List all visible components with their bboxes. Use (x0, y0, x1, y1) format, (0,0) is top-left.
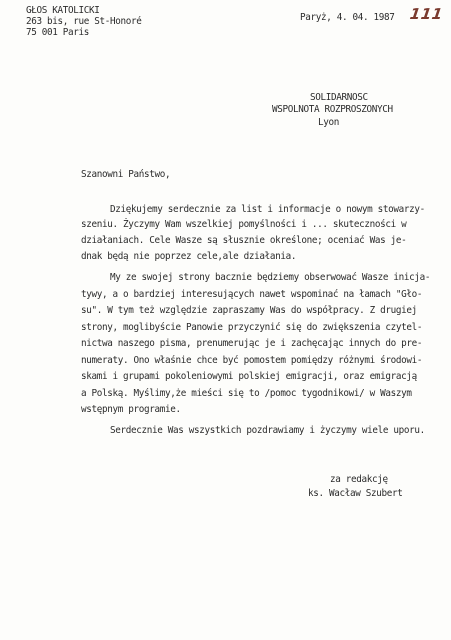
paragraph-line: strony, moglibyście Panowie przyczynić się do zwiększenia czytel- (81, 322, 423, 333)
sender-address: 263 bis, rue St-Honoré (26, 16, 142, 27)
paragraph-line: szeniu. Życzymy Wam wszelkiej pomyślności i ... skuteczności w (81, 219, 407, 230)
paragraph-line: Dziękujemy serdecznie za list i informacje o nowym stowarzy- (110, 204, 425, 215)
paragraph-line: dnak będą nie poprzez cele,ale działania. (81, 251, 297, 262)
paragraph-line: skami i grupami pokoleniowymi polskiej emigracji, oraz emigracją (81, 371, 417, 382)
recipient-name: SOLIDARNOSC (310, 92, 368, 103)
paragraph-line: su". W tym też względzie zapraszamy Was do współpracy. Z drugiej (81, 305, 417, 316)
signature-name: ks. Wacław Szubert (308, 488, 403, 499)
paragraph-line: Serdecznie Was wszystkich pozdrawiamy i życzymy wiele uporu. (110, 425, 425, 436)
sender-name: GŁOS KATOLICKI (26, 5, 100, 16)
recipient-city: Lyon (318, 117, 339, 128)
sender-city: 75 001 Paris (26, 27, 89, 38)
paragraph-line: numeraty. Ono właśnie chce być pomostem pomiędzy różnymi środowi- (81, 355, 423, 366)
paragraph-line: a Polską. Myślimy,że mieści się to /pomoc tygodnikowi/ w Waszym (81, 388, 412, 399)
paragraph-line: nictwa naszego pisma, prenumerując je i zachęcając innych do pre- (81, 338, 423, 349)
paragraph-line: My ze swojej strony bacznie będziemy obserwować Wasze inicja- (110, 272, 431, 283)
greeting: Szanowni Państwo, (81, 169, 171, 180)
closing-line: za redakcję (330, 474, 388, 485)
paragraph-line: wstępnym programie. (81, 404, 181, 415)
paragraph-line: działaniach. Cele Wasze są słusznie określone; oceniać Was je- (81, 235, 407, 246)
page-number: 111 (408, 5, 445, 23)
letter-date: Paryż, 4. 04. 1987 (300, 12, 395, 23)
recipient-org: WSPOLNOTA ROZPROSZONYCH (272, 104, 393, 115)
paragraph-line: tywy, a o bardziej interesujących nawet wspominać na łamach "Gło- (81, 289, 423, 300)
